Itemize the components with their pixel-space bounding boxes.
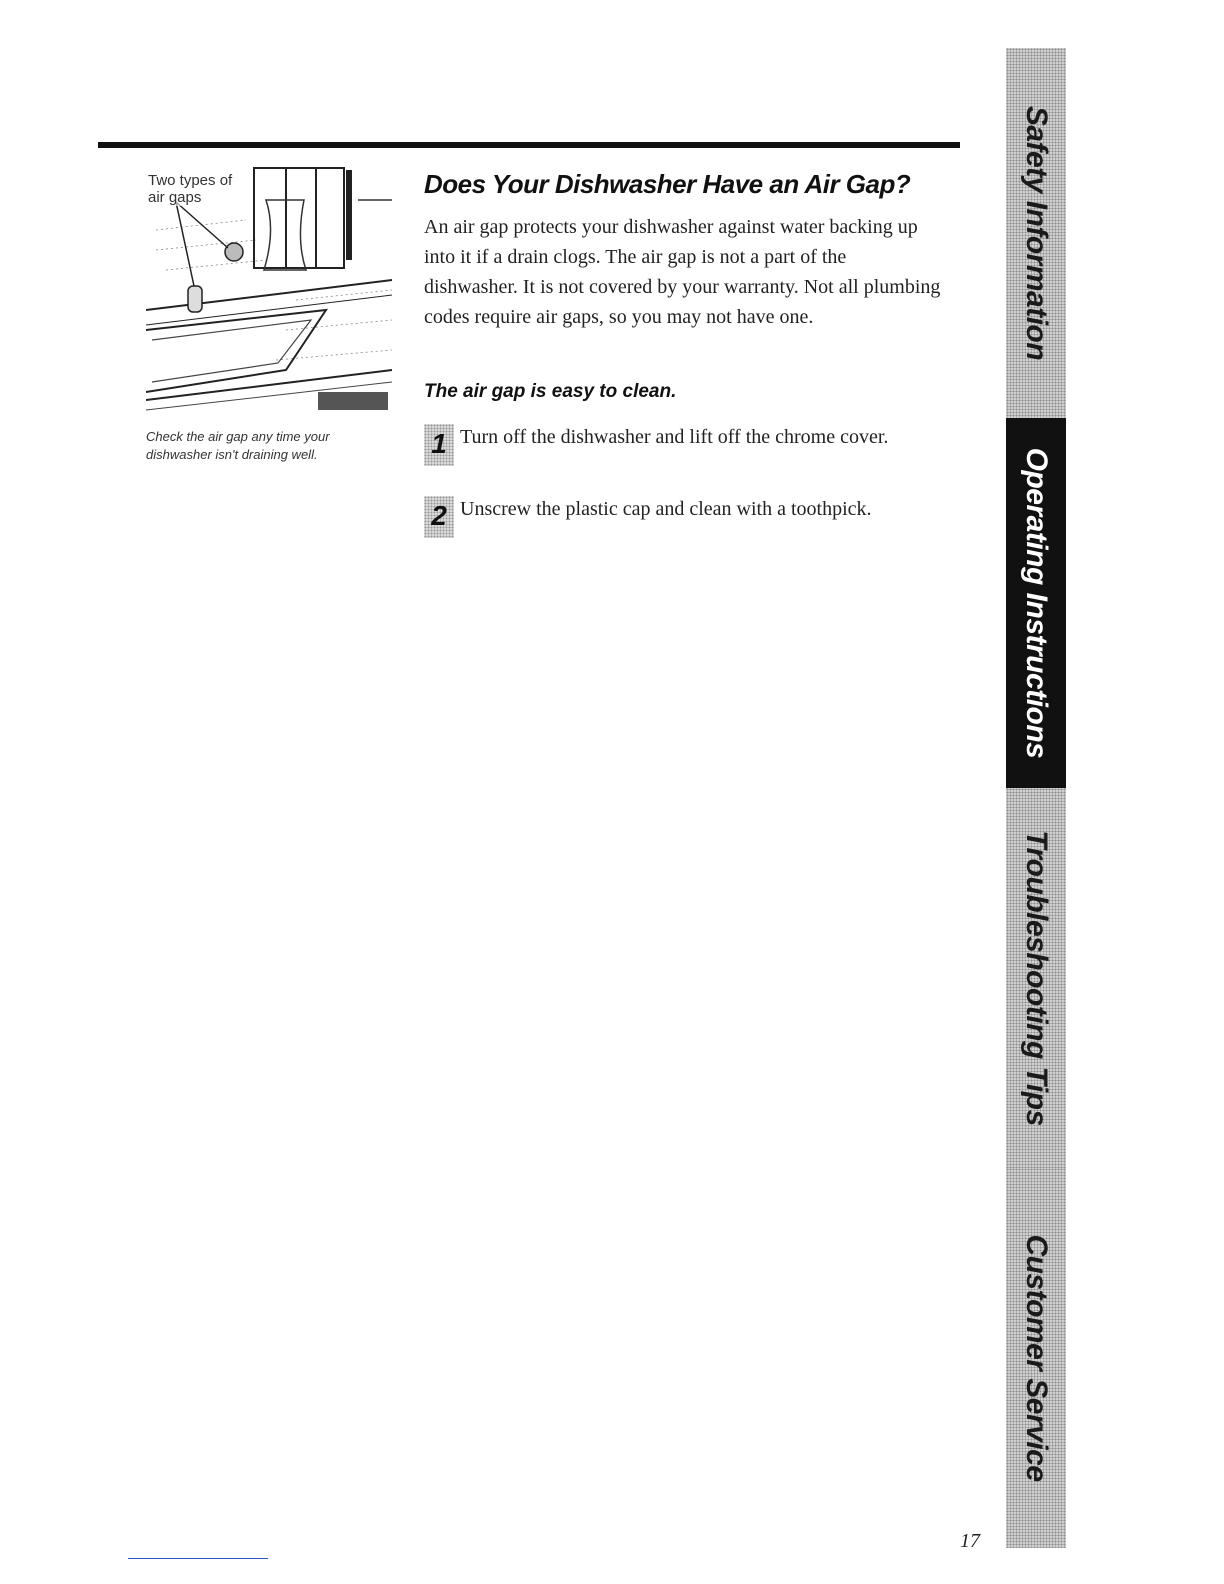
- sub-heading: The air gap is easy to clean.: [424, 381, 677, 402]
- bottom-link-line: [128, 1558, 268, 1559]
- section-tabs: [1006, 48, 1066, 1548]
- tab-troubleshooting-tips[interactable]: [1006, 788, 1066, 1168]
- tab-operating-instructions[interactable]: [1006, 418, 1066, 788]
- figure-caption: Check the air gap any time your dishwasher isn't draining well.: [146, 429, 330, 462]
- figure-label: Two types of air gaps: [148, 172, 248, 206]
- step-item: [424, 494, 944, 538]
- step-number-badge: 2: [424, 496, 454, 538]
- tab-label: Troubleshooting Tips: [1020, 830, 1053, 1126]
- tab-label: Safety Information: [1020, 105, 1053, 361]
- intro-paragraph: An air gap protects your dishwasher against water backing up into it if a drain clogs. The air gap is not a part of the dishwasher. It is not covered by your warranty. Not all plumbing codes require air gaps, so you may not have one.: [424, 216, 941, 328]
- step-number-badge: 1: [424, 424, 454, 466]
- step-item: [424, 422, 944, 466]
- step-text: Turn off the dishwasher and lift off the chrome cover.: [460, 426, 889, 448]
- tab-safety-information[interactable]: [1006, 48, 1066, 418]
- tab-label: Customer Service: [1020, 1234, 1053, 1482]
- step-text: Unscrew the plastic cap and clean with a toothpick.: [460, 498, 872, 520]
- tab-label: Operating Instructions: [1020, 447, 1053, 759]
- tab-customer-service[interactable]: [1006, 1168, 1066, 1548]
- air-gap-illustration: [146, 160, 394, 418]
- section-heading: Does Your Dishwasher Have an Air Gap?: [424, 169, 911, 199]
- page-number: 17: [960, 1530, 980, 1552]
- top-rule: [98, 142, 960, 148]
